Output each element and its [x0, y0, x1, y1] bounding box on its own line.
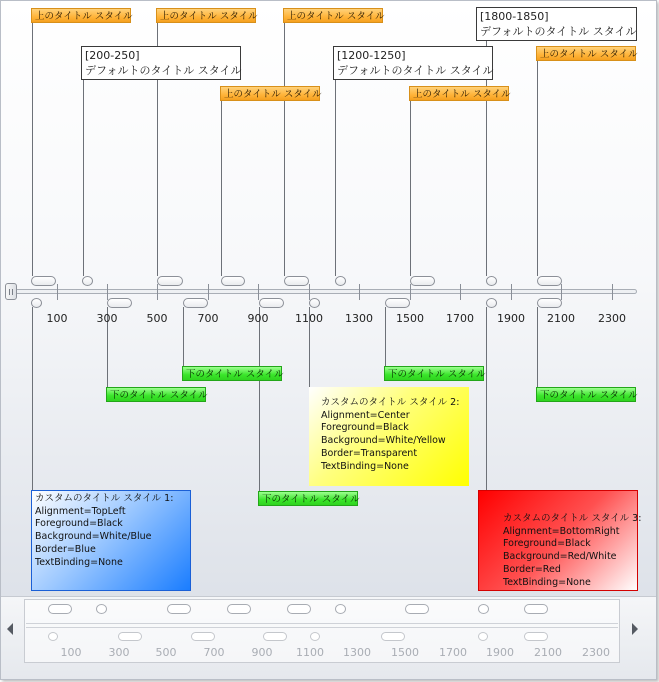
overview-axis-label: 300	[108, 646, 130, 659]
axis-label: 1300	[345, 312, 373, 325]
overview-marker	[478, 604, 489, 614]
connector-line	[32, 22, 33, 276]
default-header-range: [200-250]	[85, 49, 140, 62]
custom-header-title: カスタムのタイトル スタイル 2:	[321, 397, 460, 408]
connector-line	[259, 307, 260, 493]
event-marker[interactable]	[486, 276, 497, 286]
top-title-style-header[interactable]: 上のタイトル スタイル	[31, 8, 131, 23]
axis-label: 100	[46, 312, 68, 325]
event-marker[interactable]	[284, 276, 309, 286]
event-marker[interactable]	[157, 276, 183, 286]
overview-marker	[227, 604, 251, 614]
custom-header-line: TextBinding=None	[321, 460, 409, 472]
bottom-title-style-header[interactable]: 下のタイトル スタイル	[536, 387, 636, 402]
overview-marker	[287, 604, 311, 614]
grip-handle-icon[interactable]	[5, 283, 17, 300]
custom-header-line: Background=Red/White	[503, 551, 617, 563]
bottom-title-style-header[interactable]: 下のタイトル スタイル	[106, 387, 206, 402]
custom-header-line: Foreground=Black	[503, 538, 591, 550]
overview-marker	[96, 604, 107, 614]
connector-line	[537, 60, 538, 276]
event-marker[interactable]	[410, 276, 435, 286]
custom-header-line: Border=Transparent	[321, 447, 418, 459]
connector-line	[385, 307, 386, 369]
axis-label: 1900	[497, 312, 525, 325]
default-header-range: [1800-1850]	[480, 10, 549, 23]
connector-line	[537, 307, 538, 389]
default-title-header[interactable]	[81, 46, 241, 80]
custom-header-line: Alignment=Center	[321, 409, 410, 421]
event-marker[interactable]	[537, 298, 562, 308]
default-title-header[interactable]	[333, 46, 493, 80]
overview-axis-label: 500	[155, 646, 177, 659]
overview-marker	[310, 632, 320, 641]
axis-tick	[157, 284, 158, 300]
bottom-title-style-header[interactable]: 下のタイトル スタイル	[384, 366, 484, 381]
top-title-style-header[interactable]: 上のタイトル スタイル	[220, 86, 320, 101]
overview-axis-label: 1300	[343, 646, 371, 659]
custom-header-line: Background=White/Blue	[35, 531, 152, 543]
overview-axis-label: 2300	[582, 646, 610, 659]
axis-tick	[309, 284, 310, 300]
event-marker[interactable]	[335, 276, 346, 286]
event-marker[interactable]	[385, 298, 410, 308]
axis-tick	[561, 284, 562, 300]
default-title-header[interactable]	[476, 7, 637, 41]
custom-header-line: Border=Blue	[35, 543, 96, 555]
connector-line	[486, 307, 487, 493]
event-marker[interactable]	[31, 276, 56, 286]
overview-axis-label: 1700	[439, 646, 467, 659]
default-header-range: [1200-1250]	[337, 49, 406, 62]
overview-marker	[524, 632, 548, 641]
overview-marker	[405, 604, 429, 614]
overview-marker	[524, 604, 548, 614]
event-marker[interactable]	[259, 298, 284, 308]
overview-marker	[263, 632, 287, 641]
overview-marker	[48, 604, 72, 614]
overview-marker	[335, 604, 346, 614]
connector-line	[83, 78, 84, 276]
custom-title-header-1[interactable]	[31, 490, 191, 591]
axis-label: 500	[146, 312, 168, 325]
axis-label: 900	[247, 312, 269, 325]
axis-label: 2100	[547, 312, 575, 325]
event-marker[interactable]	[537, 276, 562, 286]
overview-marker	[381, 632, 405, 641]
overview-marker	[167, 604, 191, 614]
connector-line	[335, 78, 336, 276]
custom-header-line: Foreground=Black	[321, 422, 409, 434]
bottom-title-style-header[interactable]: 下のタイトル スタイル	[258, 491, 358, 506]
overview-marker	[48, 632, 58, 641]
overview-axis-label: 1900	[486, 646, 514, 659]
axis-tick	[107, 284, 108, 300]
top-title-style-header[interactable]: 上のタイトル スタイル	[156, 8, 256, 23]
custom-header-line: Background=White/Yellow	[321, 435, 446, 447]
connector-line	[284, 22, 285, 276]
axis-label: 1700	[446, 312, 474, 325]
overview-axis-label: 900	[251, 646, 273, 659]
event-marker[interactable]	[183, 298, 208, 308]
overview-axis-label: 1500	[391, 646, 419, 659]
axis-tick	[359, 284, 360, 300]
triangle-right-icon[interactable]	[632, 623, 638, 635]
axis-label: 700	[197, 312, 219, 325]
custom-title-header-2[interactable]	[309, 387, 469, 486]
axis-tick	[410, 284, 411, 300]
top-title-style-header[interactable]: 上のタイトル スタイル	[536, 46, 636, 61]
default-header-label: デフォルトのタイトル スタイル	[480, 25, 637, 38]
triangle-left-icon[interactable]	[7, 623, 13, 635]
top-title-style-header[interactable]: 上のタイトル スタイル	[283, 8, 383, 23]
connector-line	[32, 307, 33, 493]
event-marker[interactable]	[31, 298, 42, 308]
overview-marker	[478, 632, 488, 641]
custom-header-line: Alignment=BottomRight	[503, 525, 620, 537]
connector-line	[183, 307, 184, 369]
axis-tick	[612, 284, 613, 300]
overview-marker	[191, 632, 215, 641]
bottom-title-style-header[interactable]: 下のタイトル スタイル	[182, 366, 282, 381]
custom-header-line: Alignment=TopLeft	[35, 505, 126, 517]
custom-header-line: TextBinding=None	[503, 576, 591, 588]
overview-track	[26, 623, 618, 628]
top-title-style-header[interactable]: 上のタイトル スタイル	[409, 86, 509, 101]
axis-label: 300	[96, 312, 118, 325]
axis-tick	[511, 284, 512, 300]
event-marker[interactable]	[221, 276, 245, 286]
event-marker[interactable]	[309, 298, 320, 308]
custom-header-title: カスタムのタイトル スタイル 1:	[35, 493, 174, 504]
connector-line	[221, 100, 222, 276]
default-header-label: デフォルトのタイトル スタイル	[85, 64, 242, 77]
overview-marker	[118, 632, 142, 641]
axis-tick	[460, 284, 461, 300]
event-marker[interactable]	[82, 276, 93, 286]
timeline-scroll-track[interactable]	[5, 289, 637, 294]
axis-label: 1500	[396, 312, 424, 325]
custom-header-title: カスタムのタイトル スタイル 3:	[503, 513, 642, 524]
axis-tick	[208, 284, 209, 300]
event-marker[interactable]	[107, 298, 132, 308]
custom-header-line: TextBinding=None	[35, 556, 123, 568]
custom-header-line: Foreground=Black	[35, 518, 123, 530]
axis-tick	[258, 284, 259, 300]
overview-axis-label: 1100	[296, 646, 324, 659]
overview-axis-label: 100	[60, 646, 82, 659]
axis-tick	[57, 284, 58, 300]
axis-label: 2300	[598, 312, 626, 325]
custom-header-line: Border=Red	[503, 563, 561, 575]
overview-axis-label: 2100	[534, 646, 562, 659]
overview-axis-label: 700	[203, 646, 225, 659]
custom-title-header-3[interactable]	[478, 490, 642, 591]
default-header-label: デフォルトのタイトル スタイル	[337, 64, 494, 77]
axis-label: 1100	[295, 312, 323, 325]
connector-line	[410, 100, 411, 276]
event-marker[interactable]	[486, 298, 497, 308]
